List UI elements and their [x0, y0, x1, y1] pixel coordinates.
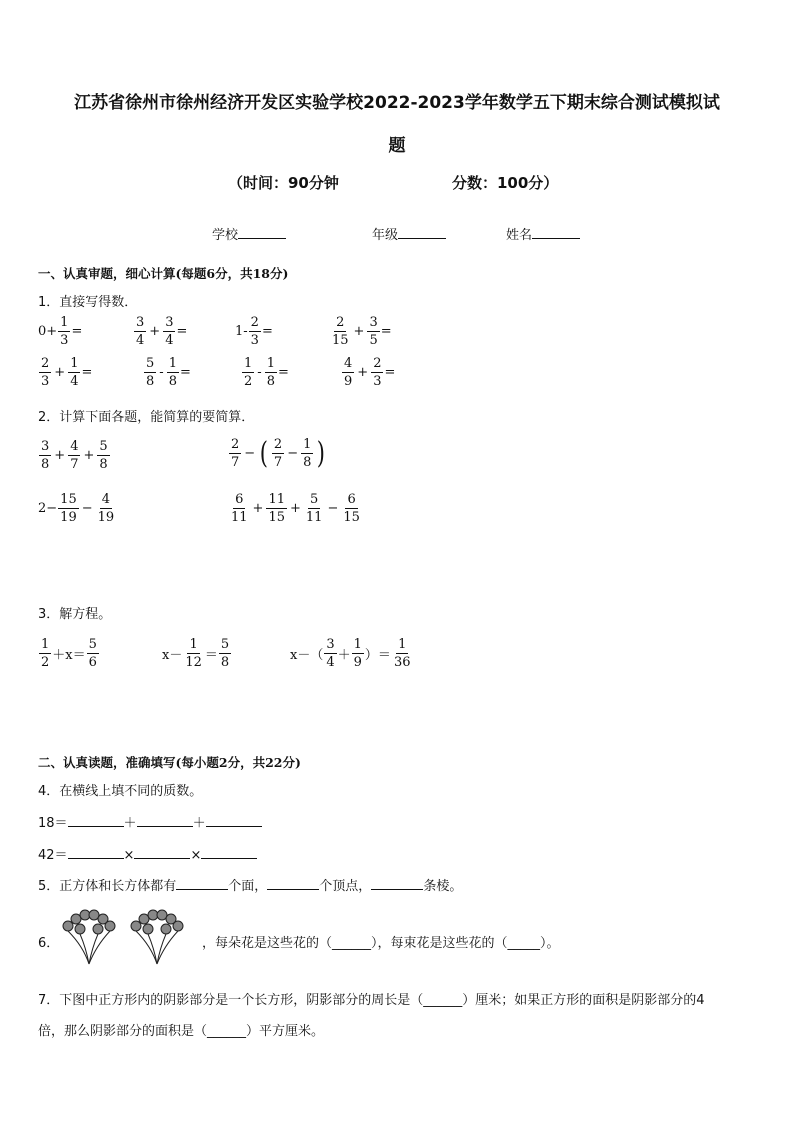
flower-bouquets-image — [58, 906, 202, 968]
name-label: 姓名 — [506, 228, 533, 243]
q4-blank-2[interactable] — [137, 814, 193, 827]
q1-item-8: $\frac{4}{9}$ + $\frac{2}{3}$ = — [344, 356, 396, 389]
school-label: 学校 — [212, 228, 239, 243]
q7-line-1: 7．下图中正方形内的阴影部分是一个长方形，阴影部分的周长是（______）厘米；如果正方形的面积是阴影部分的4 — [38, 993, 705, 1008]
q5-blank-edges[interactable] — [371, 877, 423, 890]
q4-blank-1[interactable] — [68, 814, 124, 827]
q1-item-2: $\frac{3}{4}$ + $\frac{3}{4}$ = — [136, 315, 188, 348]
page-title: 江苏省徐州市徐州经济开发区实验学校2022-2023学年数学五下期末综合测试模拟试 — [74, 93, 720, 113]
q4-blank-6[interactable] — [201, 846, 257, 859]
q4-blank-3[interactable] — [206, 814, 262, 827]
grade-label: 年级 — [372, 228, 399, 243]
q5-text: 5．正方体和长方体都有 个面， 个顶点， 条棱。 — [38, 879, 463, 894]
q1-item-6: $\frac{5}{8}$ - $\frac{1}{8}$ = — [146, 356, 191, 389]
page-title-continued: 题 — [388, 136, 406, 156]
q3-equation-2: x－ $\frac{1}{12}$ ＝ $\frac{5}{8}$ — [162, 637, 230, 670]
q4-blank-4[interactable] — [68, 846, 124, 859]
school-field[interactable] — [212, 224, 286, 243]
name-blank[interactable] — [532, 226, 580, 239]
q3-prompt: 3．解方程。 — [38, 607, 112, 622]
q3-equation-3: x－（ $\frac{3}{4}$ ＋ $\frac{1}{9}$ ）＝ $\frac{1}{36}$ — [290, 637, 411, 670]
q2-expr-4: $\frac{6}{11}$ + $\frac{11}{15}$ + $\frac{5}{11}$ − $\frac{6}{15}$ — [231, 492, 360, 525]
q1-item-3: 1- $\frac{2}{3}$ = — [235, 315, 273, 348]
q4-prompt: 4．在横线上填不同的质数。 — [38, 784, 203, 799]
school-blank[interactable] — [238, 226, 286, 239]
grade-field[interactable] — [372, 224, 446, 243]
q2-expr-3: 2− $\frac{15}{19}$ − $\frac{4}{19}$ — [38, 492, 115, 525]
q2-expr-1: $\frac{3}{8}$ + $\frac{4}{7}$ + $\frac{5}{8}$ — [41, 439, 108, 472]
section1-heading: 一、认真审题，细心计算(每题6分，共18分) — [38, 266, 289, 281]
time-label: （时间：90分钟 — [228, 174, 339, 192]
q4-line-1: 18＝ ＋ ＋ — [38, 812, 262, 831]
q1-item-4: $\frac{2}{15}$ + $\frac{3}{5}$ = — [332, 315, 392, 348]
score-label: 分数：100分） — [452, 174, 559, 192]
q3-equation-1: $\frac{1}{2}$ ＋x＝ $\frac{5}{6}$ — [41, 637, 97, 670]
q1-item-5: $\frac{2}{3}$ + $\frac{1}{4}$ = — [41, 356, 93, 389]
grade-blank[interactable] — [398, 226, 446, 239]
q4-line-2: 42＝ × × — [38, 844, 257, 863]
name-field[interactable] — [506, 224, 580, 243]
q4-blank-5[interactable] — [134, 846, 190, 859]
q6-number: 6． — [38, 936, 60, 951]
q2-prompt: 2．计算下面各题，能简算的要简算． — [38, 410, 255, 425]
q6-text: ，每朵花是这些花的（______），每束花是这些花的（_____）。 — [202, 936, 560, 951]
q1-item-1: 0+ $\frac{1}{3}$ = — [38, 315, 83, 348]
section2-heading: 二、认真读题，准确填写(每小题2分，共22分) — [38, 755, 301, 770]
q1-item-7: $\frac{1}{2}$ - $\frac{1}{8}$ = — [244, 356, 289, 389]
q1-prompt: 1．直接写得数． — [38, 295, 138, 310]
q2-expr-2: $\frac{2}{7}$ − ( $\frac{2}{7}$ − $\frac{1}{8}$ ) — [231, 435, 326, 471]
q5-blank-faces[interactable] — [176, 877, 228, 890]
q5-blank-vertices[interactable] — [267, 877, 319, 890]
q7-line-2: 倍，那么阴影部分的面积是（______）平方厘米。 — [38, 1024, 325, 1039]
